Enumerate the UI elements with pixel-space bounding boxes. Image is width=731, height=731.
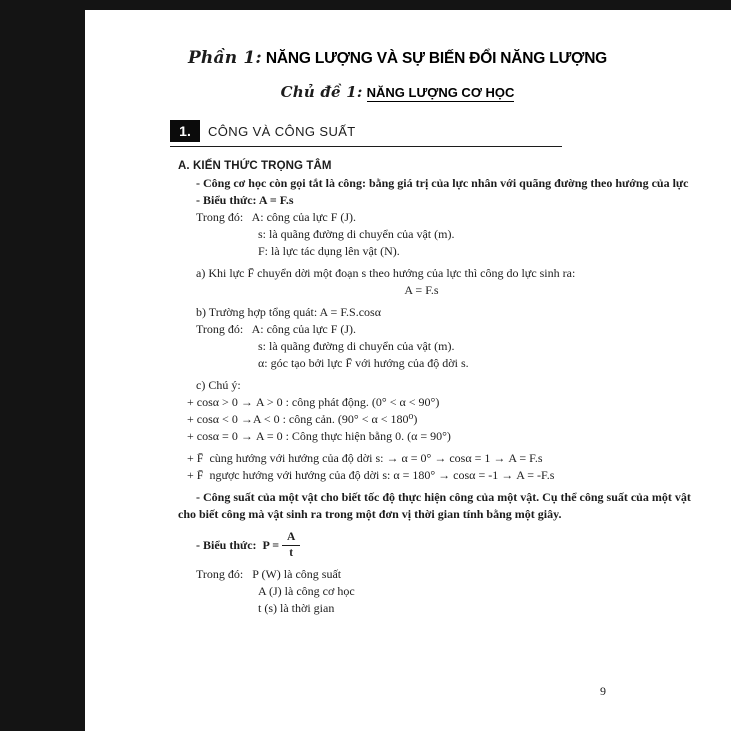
case-b-line: b) Trường hợp tổng quát: A = F.S.cosα — [196, 305, 381, 319]
knowledge-heading: A. KIẾN THỨC TRỌNG TÂM — [178, 160, 332, 172]
alpha-definition: α: góc tạo bởi lực F̄ với hướng của độ dời s. — [258, 356, 469, 370]
page-content — [85, 10, 731, 617]
note-same-direction: + F̄ cùng hướng với hướng của độ dời s: → α = 0° → cosα = 1 → A = F.s — [187, 451, 543, 465]
book-page — [85, 10, 731, 731]
trong-do-3: Trong đó: P (W) là công suất — [196, 567, 342, 582]
t-unit-definition: t (s) là thời gian — [258, 601, 335, 616]
title-block — [178, 46, 705, 105]
note-opposite-direction: + F̄ ngược hướng với hướng của độ dời s: α = 180° → cosα = -1 → A = -F.s — [187, 468, 555, 482]
topic-label: Chủ đề 1: — [280, 83, 363, 101]
fraction-numerator: A — [282, 531, 300, 546]
note-zero-work: + cosα = 0 → A = 0 : Công thực hiện bằng 0. (α = 90°) — [187, 429, 451, 443]
power-formula-line — [178, 531, 705, 560]
case-c-line: c) Chú ý: — [196, 378, 241, 392]
page-number: 9 — [600, 684, 606, 698]
power-formula-label: - Biểu thức: P = — [196, 538, 283, 553]
note-positive-work: + cosα > 0 → A > 0 : công phát động. (0° < α < 90°) — [187, 395, 440, 409]
power-fraction — [282, 531, 300, 560]
formula-afs-centered: A = F.s — [404, 283, 439, 297]
s-definition-1: s: là quãng đường di chuyển của vật (m). — [258, 227, 455, 241]
a-unit-definition: A (J) là công cơ học — [258, 584, 355, 599]
power-definition-paragraph: - Công suất của một vật cho biết tốc độ thực hiện công của một vật. Cụ thể công suất của một vật cho biết công mà vật sinh ra trong một đơn vị thời gian tính bằng một giây. — [178, 490, 694, 521]
case-a-line: a) Khi lực F̄ chuyển dời một đoạn s theo hướng của lực thì công do lực sinh ra: — [196, 266, 576, 280]
f-definition: F: là lực tác dụng lên vật (N). — [258, 244, 400, 258]
topic-title-text: NĂNG LƯỢNG CƠ HỌC — [366, 85, 515, 100]
note-negative-work: + cosα < 0 →A < 0 : công cản. (90° < α < 180⁰) — [187, 412, 418, 426]
part-title-line — [178, 46, 617, 71]
trong-do-2: Trong đó: A: công của lực F (J). — [196, 322, 357, 336]
s-definition-2: s: là quãng đường di chuyển của vật (m). — [258, 339, 455, 353]
topic-title-line — [178, 80, 617, 105]
work-formula-line: - Biểu thức: A = F.s — [196, 193, 294, 207]
section-number-box: 1. — [170, 120, 200, 142]
part-title-text: NĂNG LƯỢNG VÀ SỰ BIẾN ĐỔI NĂNG LƯỢNG — [265, 50, 608, 67]
fraction-denominator: t — [289, 547, 294, 560]
section-header — [170, 120, 562, 147]
section-title: CÔNG VÀ CÔNG SUẤT — [208, 123, 356, 139]
part-label: Phần 1: — [187, 48, 262, 68]
work-definition-paragraph: - Công cơ học còn gọi tắt là công: bằng giá trị của lực nhân với quãng đường theo hướng của lực — [196, 176, 689, 190]
trong-do-1: Trong đó: A: công của lực F (J). — [196, 210, 357, 224]
